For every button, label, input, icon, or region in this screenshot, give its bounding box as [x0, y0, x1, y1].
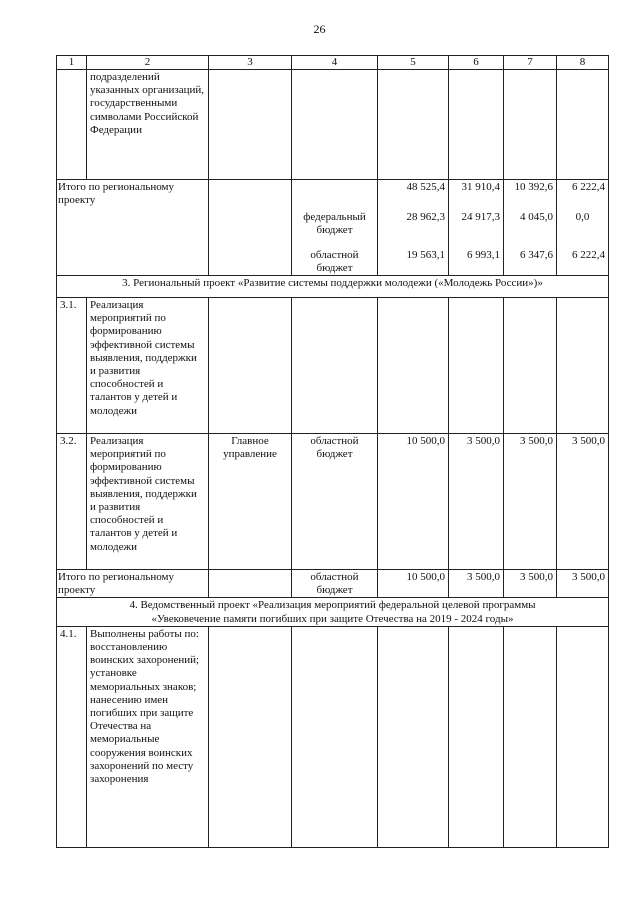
source-cell: областной бюджет: [292, 569, 378, 597]
value-cell: 6 222,4: [557, 180, 609, 210]
value-cell: 6 222,4: [557, 248, 609, 276]
section-title-line: «Увековечение памяти погибших при защите Отечества на 2019 - 2024 годы»: [151, 612, 514, 625]
header-cell: 1: [57, 56, 87, 70]
value-cell: 3 500,0: [449, 569, 504, 597]
value-cell: 24 917,3: [449, 210, 504, 248]
row-number: 4.1.: [57, 626, 87, 847]
header-cell: 6: [449, 56, 504, 70]
header-cell: 7: [504, 56, 557, 70]
table-row: [57, 297, 609, 433]
item-name: Выполнены работы по: восстановлению воинских захоронений; установке мемориальных знаков; нанесению имен погибших при защите Отечества на мемориальные сооружения воинских захоронений по месту захоронения: [87, 626, 209, 847]
value-cell: 0,0: [557, 210, 609, 248]
section-row: [57, 275, 609, 297]
value-cell: 6 347,6: [504, 248, 557, 276]
executor-cell: Главное управление: [209, 433, 292, 569]
value-cell: 48 525,4: [378, 180, 449, 210]
header-cell: 4: [292, 56, 378, 70]
total-label: Итого по региональному проекту: [57, 569, 209, 597]
value-cell: 4 045,0: [504, 210, 557, 248]
value-cell: 10 392,6: [504, 180, 557, 210]
value-cell: 6 993,1: [449, 248, 504, 276]
total-label: Итого по региональному проекту: [57, 180, 209, 276]
header-cell: 3: [209, 56, 292, 70]
table-row: [57, 626, 609, 847]
value-cell: 19 563,1: [378, 248, 449, 276]
value-cell: 28 962,3: [378, 210, 449, 248]
value-cell: 3 500,0: [504, 569, 557, 597]
value-cell: 31 910,4: [449, 180, 504, 210]
value-cell: 3 500,0: [449, 433, 504, 569]
source-cell: областной бюджет: [292, 433, 378, 569]
row-number: 3.1.: [57, 297, 87, 433]
value-cell: 10 500,0: [378, 433, 449, 569]
value-cell: 3 500,0: [557, 433, 609, 569]
section-title-line: 4. Ведомственный проект «Реализация мероприятий федеральной целевой программы: [129, 599, 536, 612]
item-name: подразделений указанных организаций, государственными символами Российской Федерации: [87, 70, 209, 180]
value-cell: 3 500,0: [504, 433, 557, 569]
table-row-total: [57, 180, 609, 210]
section-title: [57, 598, 609, 626]
value-cell: 10 500,0: [378, 569, 449, 597]
header-cell: 2: [87, 56, 209, 70]
header-cell: 8: [557, 56, 609, 70]
table-row-total: [57, 569, 609, 597]
table-row-continuation: [57, 70, 609, 180]
header-cell: 5: [378, 56, 449, 70]
section-row: [57, 598, 609, 626]
row-number: 3.2.: [57, 433, 87, 569]
section-title: 3. Региональный проект «Развитие системы поддержки молодежи («Молодежь России»)»: [57, 275, 609, 297]
value-cell: 3 500,0: [557, 569, 609, 597]
budget-table: [56, 55, 609, 848]
item-name: Реализация мероприятий по формированию эффективной системы выявления, поддержки и развития способностей и талантов у детей и молодежи: [87, 297, 209, 433]
table-row: [57, 433, 609, 569]
item-name: Реализация мероприятий по формированию эффективной системы выявления, поддержки и развития способностей и талантов у детей и молодежи: [87, 433, 209, 569]
header-row: [57, 56, 609, 70]
source-cell: областной бюджет: [292, 248, 378, 276]
source-cell: федеральный бюджет: [292, 210, 378, 248]
page-number: 26: [313, 22, 326, 36]
